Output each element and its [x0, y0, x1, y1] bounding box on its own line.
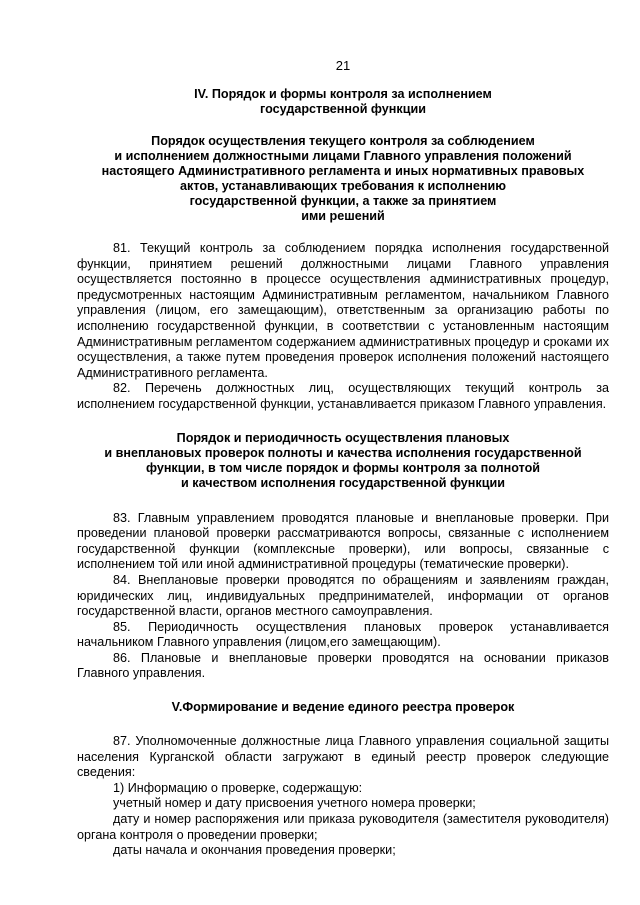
inspections-heading [77, 431, 609, 491]
list-item: дату и номер распоряжения или приказа руководителя (заместителя руководителя) органа контроля о проведении проверки; [77, 812, 609, 842]
heading-line: государственной функции, а также за принятием [189, 194, 497, 208]
page-number: 21 [335, 58, 351, 73]
paragraph-84: 84. Внеплановые проверки проводятся по обращениям и заявлениям граждан, юридических лиц, индивидуальных предпринимателей, информации от органов государственной власти, органов местного самоуправления. [77, 572, 609, 619]
paragraph-81: 81. Текущий контроль за соблюдением порядка исполнения государственной функции, принятием решений должностными лицами Главного управления осуществляется постоянно в процессе осуществления административных процедур, предусмотренных настоящим Административным регламентом, начальником Главного управления (лицом, его замещающим), ответственным за организацию работы по исполнению государственной функции, в соответствии с установленным настоящим Административным регламентом содержанием административных процедур и сроками их осуществления, а также путем проведения проверок исполнения положений настоящего Административного регламента. [77, 241, 609, 380]
heading-line: V.Формирование и ведение единого реестра проверок [171, 700, 515, 715]
list-item: 1) Информацию о проверке, содержащую: [113, 780, 363, 795]
list-item: учетный номер и дату присвоения учетного номера проверки; [113, 796, 476, 811]
heading-line: настоящего Административного регламента и иных нормативных правовых [101, 164, 585, 178]
list-item: даты начала и окончания проведения проверки; [113, 843, 396, 858]
heading-line: актов, устанавливающих требования к исполнению [180, 179, 506, 193]
paragraph-85: 85. Периодичность осуществления плановых проверок устанавливается начальником Главного управления (лицом,его замещающим). [77, 619, 609, 650]
heading-line: функции, в том числе порядок и формы контроля за полнотой [145, 460, 541, 475]
paragraph-82: 82. Перечень должностных лиц, осуществляющих текущий контроль за исполнением государственной функции, устанавливается приказом Главного управления. [77, 381, 609, 411]
heading-line: и внеплановых проверок полноты и качества исполнения государственной [104, 445, 582, 460]
section-v-heading [77, 700, 609, 715]
current-control-heading [77, 134, 609, 224]
paragraph-86: 86. Плановые и внеплановые проверки проводятся на основании приказов Главного управления. [77, 650, 609, 681]
heading-line: Порядок осуществления текущего контроля за соблюдением [151, 134, 535, 148]
paragraph-83: 83. Главным управлением проводятся плановые и внеплановые проверки. При проведении плановой проверки рассматриваются вопросы, связанные с исполнением государственной функции (комплексные проверки), или вопросы, связанные с исполнением той или иной административной процедуры (тематические проверки). [77, 510, 609, 572]
heading-line: ими решений [301, 209, 385, 223]
heading-line: Порядок и периодичность осуществления плановых [176, 430, 510, 445]
section-iv-heading [77, 87, 609, 117]
heading-line: IV. Порядок и формы контроля за исполнением [194, 87, 492, 101]
heading-line: и исполнением должностными лицами Главного управления положений [114, 149, 572, 163]
heading-line: и качеством исполнения государственной функции [181, 475, 505, 490]
paragraph-87: 87. Уполномоченные должностные лица Главного управления социальной защиты населения Курганской области загружают в единый реестр проверок следующие сведения: [77, 734, 609, 780]
heading-line: государственной функции [260, 102, 426, 116]
